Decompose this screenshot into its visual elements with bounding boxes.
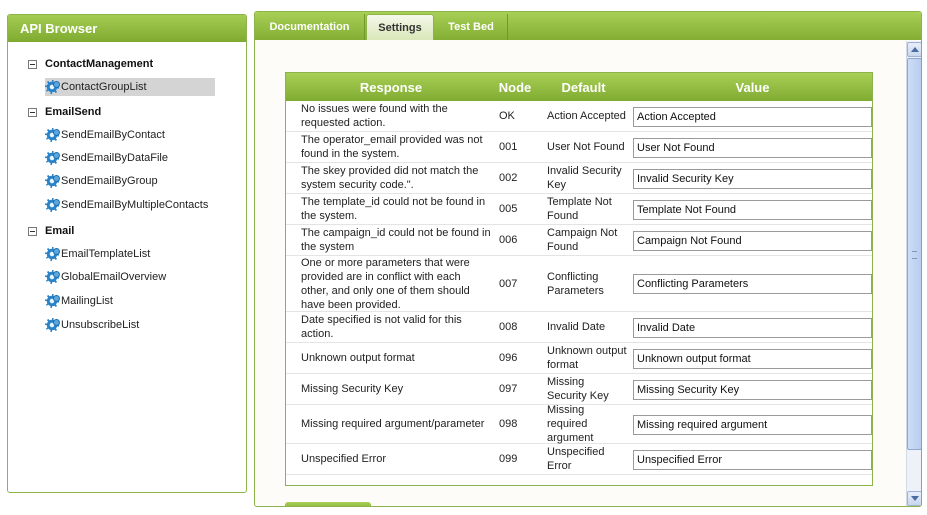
value-input[interactable] — [633, 349, 872, 369]
response-cell: The skey provided did not match the system security code.". — [301, 165, 479, 191]
value-input[interactable] — [633, 380, 872, 400]
response-cell: Unspecified Error — [301, 453, 386, 465]
node-cell: 098 — [499, 418, 518, 430]
tree-item-label: SendEmailByDataFile — [61, 152, 168, 164]
tree-item-sendemailbymultiplecontacts[interactable] — [45, 196, 212, 214]
table-row — [286, 101, 872, 132]
api-gear-icon — [45, 294, 59, 308]
default-cell: Missing Security Key — [547, 376, 609, 402]
default-cell: Invalid Date — [547, 321, 606, 333]
default-cell: Unspecified Error — [547, 446, 605, 472]
value-input[interactable] — [633, 450, 872, 470]
tab-test-bed[interactable]: Test Bed — [435, 14, 508, 40]
content-panel — [254, 11, 922, 507]
value-input[interactable] — [633, 231, 872, 251]
tree-item-label: UnsubscribeList — [61, 319, 140, 331]
api-gear-icon — [45, 174, 59, 188]
response-cell: No issues were found with the requested action. — [301, 103, 448, 129]
api-gear-icon — [45, 270, 59, 284]
vertical-scrollbar[interactable] — [906, 41, 921, 507]
table-row — [286, 163, 872, 194]
tree-item-label: SendEmailByGroup — [61, 175, 158, 187]
tree-item-unsubscribelist[interactable] — [45, 316, 143, 334]
tree-item-label: EmailTemplateList — [61, 248, 151, 260]
value-input[interactable] — [633, 138, 872, 158]
node-cell: 005 — [499, 203, 518, 215]
api-gear-icon — [45, 151, 59, 165]
tab-settings[interactable]: Settings — [366, 14, 434, 40]
default-cell: Missing required argument — [547, 404, 594, 444]
tree-item-mailinglist[interactable] — [45, 292, 117, 310]
column-header-node: Node — [498, 80, 532, 95]
response-cell: The campaign_id could not be found in the system — [301, 227, 491, 253]
value-input[interactable] — [633, 200, 872, 220]
tree-item-label: ContactGroupList — [61, 81, 147, 93]
default-cell: Invalid Security Key — [547, 165, 622, 191]
api-browser-panel — [7, 14, 247, 493]
api-gear-icon — [45, 128, 59, 142]
tree-item-sendemailbygroup[interactable] — [45, 172, 162, 190]
tree-group-emailsend[interactable] — [28, 106, 101, 118]
tree-item-sendemailbydatafile[interactable] — [45, 149, 172, 167]
tree-item-label: MailingList — [61, 295, 113, 307]
node-cell: 001 — [499, 141, 518, 153]
tree-item-emailtemplatelist[interactable] — [45, 245, 154, 263]
api-gear-icon — [45, 318, 59, 332]
tree-group-contactmanagement[interactable] — [28, 58, 153, 70]
response-cell: One or more parameters that were provided are in conflict with each other, and only one of them should have been provided. — [301, 256, 470, 311]
bottom-section-tab[interactable] — [285, 502, 371, 507]
table-row — [286, 444, 872, 475]
tree-group-label: ContactManagement — [45, 58, 154, 70]
response-cell: Missing required argument/parameter — [301, 418, 485, 430]
node-cell: 096 — [499, 352, 518, 364]
node-cell: 099 — [499, 453, 518, 465]
node-cell: 097 — [499, 383, 518, 395]
api-gear-icon — [45, 198, 59, 212]
tree-item-globalemailoverview[interactable] — [45, 268, 170, 286]
tree-item-sendemailbycontact[interactable] — [45, 126, 169, 144]
response-cell: The operator_email provided was not found in the system. — [301, 134, 483, 160]
value-input[interactable] — [633, 274, 872, 294]
table-header — [286, 73, 872, 101]
table-row — [286, 312, 872, 343]
scroll-down-icon[interactable] — [907, 491, 922, 506]
response-cell: Unknown output format — [301, 352, 415, 364]
tree-group-email[interactable] — [28, 225, 74, 237]
tree-item-contactgrouplist[interactable] — [45, 78, 215, 96]
value-input[interactable] — [633, 107, 872, 127]
value-input[interactable] — [633, 415, 872, 435]
value-input[interactable] — [633, 169, 872, 189]
scroll-thumb[interactable] — [907, 58, 922, 450]
default-cell: Template Not Found — [547, 196, 612, 222]
tree-item-label: SendEmailByMultipleContacts — [61, 199, 209, 211]
node-cell: 007 — [499, 277, 518, 290]
response-cell: Date specified is not valid for this action. — [301, 314, 462, 340]
collapse-toggle-icon[interactable] — [28, 227, 37, 236]
column-header-default: Default — [561, 80, 606, 95]
node-cell: 002 — [499, 172, 518, 184]
collapse-toggle-icon[interactable] — [28, 108, 37, 117]
table-row — [286, 256, 872, 312]
tree-group-label: Email — [45, 225, 75, 237]
table-row — [286, 194, 872, 225]
table-row — [286, 132, 872, 163]
default-cell: Campaign Not Found — [547, 227, 618, 253]
table-row — [286, 374, 872, 405]
api-gear-icon — [45, 80, 59, 94]
response-cell: The template_id could not be found in the system. — [301, 196, 486, 222]
default-cell: Conflicting Parameters — [547, 270, 604, 297]
default-cell: Action Accepted — [547, 110, 626, 122]
node-cell: 008 — [499, 321, 518, 333]
api-gear-icon — [45, 247, 59, 261]
tree-item-label: GlobalEmailOverview — [61, 271, 167, 283]
value-input[interactable] — [633, 318, 872, 338]
table-row — [286, 225, 872, 256]
collapse-toggle-icon[interactable] — [28, 60, 37, 69]
response-cell: Missing Security Key — [301, 383, 404, 395]
scroll-up-icon[interactable] — [907, 42, 922, 57]
tab-documentation[interactable]: Documentation — [255, 14, 365, 40]
node-cell: 006 — [499, 234, 518, 246]
node-cell: OK — [499, 110, 515, 122]
column-header-response: Response — [359, 80, 423, 95]
column-header-value: Value — [735, 80, 770, 95]
default-cell: User Not Found — [547, 141, 625, 153]
tree-group-label: EmailSend — [45, 106, 102, 118]
response-codes-table — [285, 72, 873, 486]
table-row — [286, 343, 872, 374]
tab-bar — [255, 12, 921, 40]
tree-item-label: SendEmailByContact — [61, 129, 165, 141]
api-browser-title: API Browser — [8, 15, 246, 42]
default-cell: Unknown output format — [547, 345, 627, 371]
table-row — [286, 405, 872, 444]
